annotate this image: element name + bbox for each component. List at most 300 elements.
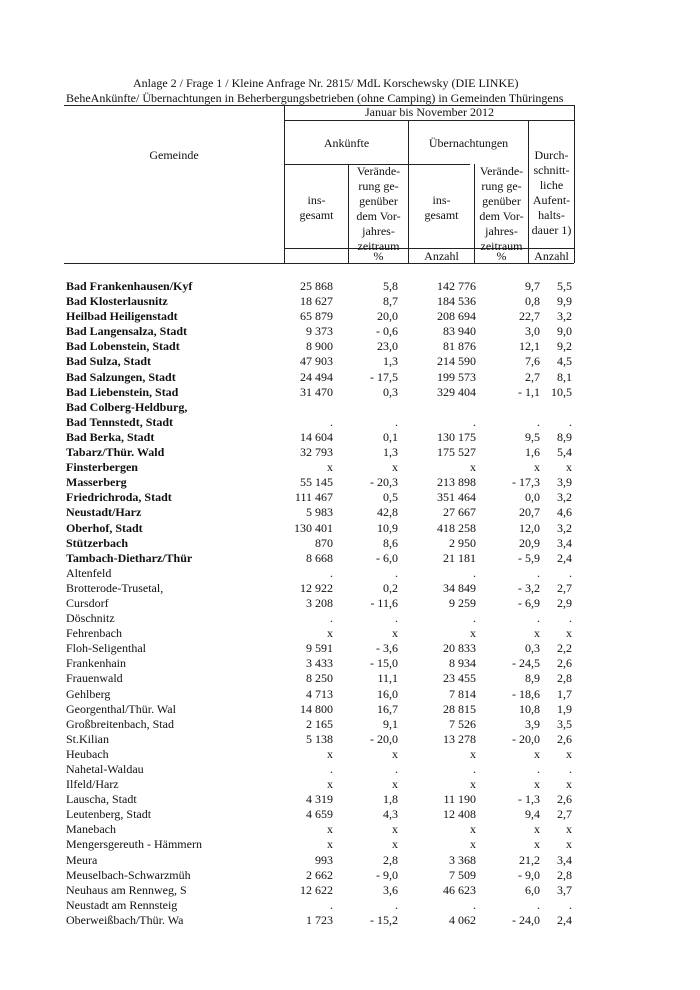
uebernachtungen-veraenderung-cell: 0,0 bbox=[525, 490, 540, 505]
uebernachtungen-veraenderung-cell: - 1,3 bbox=[518, 792, 540, 807]
aufenthaltsdauer-cell: 2,6 bbox=[557, 731, 572, 746]
table-row bbox=[0, 913, 700, 928]
ankuenfte-insgesamt-cell: 4 319 bbox=[306, 792, 333, 807]
ankuenfte-veraenderung-cell: 0,1 bbox=[383, 429, 398, 444]
table-row bbox=[0, 702, 700, 717]
ankuenfte-veraenderung-heading: Verände- rung ge- genüber dem Vor- jahres- zeitraum bbox=[356, 164, 401, 253]
uebernachtungen-veraenderung-cell: x bbox=[534, 777, 540, 792]
table-row bbox=[0, 883, 700, 898]
uebernachtungen-veraenderung-cell: x bbox=[534, 822, 540, 837]
ankuenfte-insgesamt-cell: 65 879 bbox=[300, 309, 333, 324]
aufenthaltsdauer-cell: x bbox=[566, 460, 572, 475]
ankuenfte-veraenderung-cell: - 0,6 bbox=[376, 324, 398, 339]
ankuenfte-insgesamt-cell: 993 bbox=[315, 852, 333, 867]
table-row bbox=[0, 294, 700, 309]
ankuenfte-veraenderung-cell: 8,7 bbox=[383, 294, 398, 309]
table-row bbox=[0, 747, 700, 762]
unit-anzahl-1: Anzahl bbox=[424, 249, 459, 263]
uebernachtungen-anzahl-cell: 34 849 bbox=[443, 580, 476, 595]
aufenthaltsdauer-cell: 2,8 bbox=[557, 867, 572, 882]
period-rule bbox=[284, 120, 574, 121]
ankuenfte-insgesamt-cell: 14 604 bbox=[300, 429, 333, 444]
ankuenfte-insgesamt-cell: 870 bbox=[315, 535, 333, 550]
ankuenfte-veraenderung-cell: x bbox=[392, 837, 398, 852]
aufenthaltsdauer-cell: 9,9 bbox=[557, 294, 572, 309]
ankuenfte-insgesamt-cell: x bbox=[327, 822, 333, 837]
table-body bbox=[0, 279, 700, 928]
ankuenfte-insgesamt-cell: . bbox=[330, 897, 333, 912]
ankuenfte-insgesamt-cell: x bbox=[327, 746, 333, 761]
uebernachtungen-veraenderung-cell: x bbox=[534, 460, 540, 475]
ankuenfte-insgesamt-cell: 14 800 bbox=[300, 701, 333, 716]
gemeinde-name: Neuhaus am Rennweg, S bbox=[66, 882, 187, 897]
table-row bbox=[0, 415, 700, 430]
table-row bbox=[0, 521, 700, 536]
aufenthaltsdauer-cell: 3,5 bbox=[557, 716, 572, 731]
ankuenfte-insgesamt-cell: 2 662 bbox=[306, 867, 333, 882]
table-row bbox=[0, 475, 700, 490]
ankuenfte-veraenderung-cell: 3,6 bbox=[383, 882, 398, 897]
gemeinde-name: Manebach bbox=[66, 822, 116, 837]
gemeinde-name: Tambach-Dietharz/Thür bbox=[66, 550, 193, 565]
aufenthaltsdauer-cell: x bbox=[566, 822, 572, 837]
aufenthaltsdauer-cell: 2,7 bbox=[557, 580, 572, 595]
aufenthaltsdauer-cell: 2,9 bbox=[557, 595, 572, 610]
gemeinde-name: Altenfeld bbox=[66, 565, 112, 580]
uebernachtungen-veraenderung-cell: . bbox=[537, 762, 540, 776]
aufenthaltsdauer-cell: x bbox=[566, 777, 572, 792]
uebernachtungen-veraenderung-cell: 6,0 bbox=[525, 882, 540, 897]
table-row bbox=[0, 853, 700, 868]
ankuenfte-veraenderung-cell: - 15,0 bbox=[370, 656, 398, 671]
ankuenfte-veraenderung-cell: 1,8 bbox=[383, 792, 398, 807]
ankuenfte-veraenderung-cell: 20,0 bbox=[377, 309, 398, 324]
table-row bbox=[0, 370, 700, 385]
table-row bbox=[0, 445, 700, 460]
gemeinde-name: Oberweißbach/Thür. Wa bbox=[66, 912, 184, 927]
ankuenfte-veraenderung-cell: 4,3 bbox=[383, 807, 398, 822]
gemeinde-name: Frauenwald bbox=[66, 671, 123, 686]
aufenthaltsdauer-cell: 3,4 bbox=[557, 852, 572, 867]
uebernachtungen-veraenderung-cell: 21,2 bbox=[519, 852, 540, 867]
ankuenfte-insgesamt-cell: 3 433 bbox=[306, 656, 333, 671]
ankuenfte-insgesamt-cell: 32 793 bbox=[300, 445, 333, 460]
gemeinde-name: Bad Colberg-Heldburg, bbox=[66, 399, 188, 414]
table-row bbox=[0, 868, 700, 883]
ankuenfte-veraenderung-cell: 23,0 bbox=[377, 339, 398, 354]
uebernachtungen-anzahl-cell: 28 815 bbox=[443, 701, 476, 716]
gemeinde-name: Bad Salzungen, Stadt bbox=[66, 369, 176, 384]
table-row bbox=[0, 671, 700, 686]
table-row bbox=[0, 898, 700, 913]
period-heading: Januar bis November 2012 bbox=[365, 105, 494, 119]
gemeinde-name: Finsterbergen bbox=[66, 460, 138, 475]
gemeinde-name: Bad Berka, Stadt bbox=[66, 429, 155, 444]
aufenthaltsdauer-cell: 3,2 bbox=[557, 520, 572, 535]
ankuenfte-insgesamt-cell: 1 723 bbox=[306, 912, 333, 927]
uebernachtungen-anzahl-cell: 12 408 bbox=[443, 807, 476, 822]
uebernachtungen-veraenderung-cell: . bbox=[537, 611, 540, 626]
table-row bbox=[0, 626, 700, 641]
uebernachtungen-veraenderung-cell: x bbox=[534, 626, 540, 641]
uebernachtungen-anzahl-cell: 13 278 bbox=[443, 731, 476, 746]
uebernachtungen-veraenderung-cell: - 6,9 bbox=[518, 595, 540, 610]
document-subtitle: BeheAnkünfte/ Übernachtungen in Beherbergungsbetrieben (ohne Camping) in Gemeinden Thüringens bbox=[66, 91, 564, 105]
ankuenfte-insgesamt-cell: . bbox=[330, 611, 333, 626]
uebernachtungen-veraenderung-cell: 10,8 bbox=[519, 701, 540, 716]
ankuenfte-insgesamt-cell: x bbox=[327, 777, 333, 792]
uebernachtungen-veraenderung-cell: 9,5 bbox=[525, 429, 540, 444]
aufenthaltsdauer-cell: 3,9 bbox=[557, 475, 572, 490]
ankuenfte-veraenderung-cell: 11,1 bbox=[377, 671, 398, 686]
ankuenfte-insgesamt-cell: 111 467 bbox=[294, 490, 333, 505]
table-row bbox=[0, 641, 700, 656]
uebernachtungen-anzahl-cell: . bbox=[473, 762, 476, 776]
uebernachtungen-veraenderung-cell: . bbox=[537, 414, 540, 429]
uebernachtungen-anzahl-cell: . bbox=[473, 611, 476, 626]
uebernachtungen-veraenderung-cell: . bbox=[537, 565, 540, 580]
uebernachtungen-anzahl-cell: 11 190 bbox=[443, 792, 476, 807]
unit-anzahl-2: Anzahl bbox=[534, 249, 569, 263]
ankuenfte-veraenderung-cell: . bbox=[395, 414, 398, 429]
uebernachtungen-veraenderung-cell: . bbox=[537, 897, 540, 912]
uebernachtungen-veraenderung-cell: 9,7 bbox=[525, 279, 540, 293]
table-row bbox=[0, 717, 700, 732]
gemeinde-name: Brotterode-Trusetal, bbox=[66, 580, 164, 595]
aufenthaltsdauer-cell: 2,8 bbox=[557, 671, 572, 686]
ankuenfte-insgesamt-cell: 8 668 bbox=[306, 550, 333, 565]
ankuenfte-insgesamt-cell: x bbox=[327, 837, 333, 852]
ankuenfte-veraenderung-cell: . bbox=[395, 762, 398, 776]
aufenthaltsdauer-cell: 3,7 bbox=[557, 882, 572, 897]
aufenthaltsdauer-cell: . bbox=[569, 611, 572, 626]
aufenthaltsdauer-cell: 1,7 bbox=[557, 686, 572, 701]
table-row bbox=[0, 581, 700, 596]
gemeinde-name: Mengersgereuth - Hämmern bbox=[66, 837, 202, 852]
gemeinde-name: Heubach bbox=[66, 746, 109, 761]
table-row bbox=[0, 822, 700, 837]
uebernachtungen-veraenderung-cell: - 1,1 bbox=[518, 384, 540, 399]
gemeinde-name: Cursdorf bbox=[66, 595, 109, 610]
gemeinde-name: Tabarz/Thür. Wald bbox=[66, 445, 165, 460]
table-row bbox=[0, 490, 700, 505]
ankuenfte-veraenderung-cell: 8,6 bbox=[383, 535, 398, 550]
ankuenfte-insgesamt-cell: 4 713 bbox=[306, 686, 333, 701]
ankuenfte-heading: Ankünfte bbox=[323, 136, 370, 150]
table-row bbox=[0, 536, 700, 551]
uebernachtungen-anzahl-cell: 23 455 bbox=[443, 671, 476, 686]
ankuenfte-veraenderung-cell: - 17,5 bbox=[370, 369, 398, 384]
aufenthaltsdauer-cell: 4,5 bbox=[557, 354, 572, 369]
uebernachtungen-veraenderung-cell: 9,4 bbox=[525, 807, 540, 822]
ankuenfte-veraenderung-cell: 42,8 bbox=[377, 505, 398, 520]
uebernachtungen-anzahl-cell: 21 181 bbox=[443, 550, 476, 565]
ankuenfte-veraenderung-cell: 0,5 bbox=[383, 490, 398, 505]
ankuenfte-insgesamt-cell: . bbox=[330, 414, 333, 429]
gemeinde-name: Gehlberg bbox=[66, 686, 111, 701]
ankuenfte-insgesamt-cell: . bbox=[330, 565, 333, 580]
gemeinde-name: Masserberg bbox=[66, 475, 127, 490]
ankuenfte-insgesamt-cell: 2 165 bbox=[306, 716, 333, 731]
table-row bbox=[0, 732, 700, 747]
gemeinde-name: Bad Tennstedt, Stadt bbox=[66, 414, 174, 429]
ankuenfte-veraenderung-cell: 1,3 bbox=[383, 354, 398, 369]
ankuenfte-insgesamt-cell: 9 591 bbox=[306, 641, 333, 656]
ankuenfte-insgesamt-cell: 5 138 bbox=[306, 731, 333, 746]
ankuenfte-veraenderung-cell: x bbox=[392, 626, 398, 641]
table-row bbox=[0, 324, 700, 339]
uebernachtungen-anzahl-cell: 142 776 bbox=[437, 279, 476, 293]
gemeinde-name: Döschnitz bbox=[66, 611, 115, 626]
table-row bbox=[0, 762, 700, 777]
gemeinde-name: Oberhof, Stadt bbox=[66, 520, 143, 535]
gemeinde-name: Bad Frankenhausen/Kyf bbox=[66, 279, 193, 293]
aufenthaltsdauer-cell: 3,4 bbox=[557, 535, 572, 550]
aufenthaltsdauer-cell: . bbox=[569, 897, 572, 912]
gemeinde-name: Nahetal-Waldau bbox=[66, 762, 144, 776]
uebernachtungen-veraenderung-cell: 20,9 bbox=[519, 535, 540, 550]
uebernachtungen-anzahl-cell: x bbox=[470, 822, 476, 837]
gemeinde-name: Meura bbox=[66, 852, 98, 867]
ankuenfte-veraenderung-cell: 16,0 bbox=[377, 686, 398, 701]
ankuenfte-veraenderung-cell: 0,2 bbox=[383, 580, 398, 595]
uebernachtungen-anzahl-cell: 8 934 bbox=[449, 656, 476, 671]
aufenthaltsdauer-cell: 1,9 bbox=[557, 701, 572, 716]
table-row bbox=[0, 687, 700, 702]
uebernachtungen-anzahl-cell: 329 404 bbox=[437, 384, 476, 399]
uebernachtungen-anzahl-cell: . bbox=[473, 565, 476, 580]
table-row bbox=[0, 837, 700, 852]
uebernachtungen-anzahl-cell: 7 509 bbox=[449, 867, 476, 882]
ankuenfte-insgesamt-cell: x bbox=[327, 460, 333, 475]
uebernachtungen-anzahl-cell: . bbox=[473, 414, 476, 429]
table-row bbox=[0, 339, 700, 354]
aufenthaltsdauer-cell: 2,2 bbox=[557, 641, 572, 656]
ankuenfte-insgesamt-cell: 130 401 bbox=[294, 520, 333, 535]
ankuenfte-veraenderung-cell: 9,1 bbox=[383, 716, 398, 731]
table-right-edge bbox=[574, 105, 575, 263]
table-row bbox=[0, 279, 700, 294]
uebernachtungen-anzahl-cell: 7 526 bbox=[449, 716, 476, 731]
ankuenfte-veraenderung-cell: - 11,6 bbox=[370, 595, 398, 610]
uebernachtungen-anzahl-cell: 213 898 bbox=[437, 475, 476, 490]
aufenthaltsdauer-cell: 5,5 bbox=[557, 279, 572, 293]
uebernachtungen-veraenderung-cell: - 9,0 bbox=[518, 867, 540, 882]
ankuenfte-insgesamt-cell: 31 470 bbox=[300, 384, 333, 399]
uebernachtungen-veraenderung-cell: x bbox=[534, 837, 540, 852]
ankuenfte-veraenderung-cell: 5,8 bbox=[383, 279, 398, 293]
uebernachtungen-veraenderung-cell: 1,6 bbox=[525, 445, 540, 460]
uebernachtungen-anzahl-cell: 184 536 bbox=[437, 294, 476, 309]
uebernachtungen-veraenderung-cell: 3,0 bbox=[525, 324, 540, 339]
ankuenfte-veraenderung-cell: x bbox=[392, 777, 398, 792]
aufenthaltsdauer-cell: . bbox=[569, 414, 572, 429]
ankuenfte-insgesamt-cell: 18 627 bbox=[300, 294, 333, 309]
uebernachtungen-veraenderung-cell: 12,1 bbox=[519, 339, 540, 354]
aufenthaltsdauer-cell: 10,5 bbox=[551, 384, 572, 399]
aufenthaltsdauer-cell: 4,6 bbox=[557, 505, 572, 520]
aufenthaltsdauer-cell: 5,4 bbox=[557, 445, 572, 460]
ankuenfte-insgesamt-cell: 47 903 bbox=[300, 354, 333, 369]
gemeinde-name: Bad Langensalza, Stadt bbox=[66, 324, 188, 339]
aufenthaltsdauer-cell: . bbox=[569, 565, 572, 580]
ankuenfte-insgesamt-cell: 3 208 bbox=[306, 595, 333, 610]
ankuenfte-insgesamt-cell: 5 983 bbox=[306, 505, 333, 520]
ankuenfte-insgesamt-cell: 8 900 bbox=[306, 339, 333, 354]
uebernachtungen-anzahl-cell: . bbox=[473, 897, 476, 912]
gemeinde-name: Neustadt/Harz bbox=[66, 505, 142, 520]
aufenthaltsdauer-cell: x bbox=[566, 746, 572, 761]
uebernachtungen-veraenderung-cell: - 24,5 bbox=[512, 656, 540, 671]
gemeinde-name: Bad Liebenstein, Stad bbox=[66, 384, 179, 399]
uebernachtungen-anzahl-cell: x bbox=[470, 626, 476, 641]
uebernachtungen-anzahl-cell: x bbox=[470, 777, 476, 792]
gemeinde-heading: Gemeinde bbox=[149, 148, 199, 162]
aufenthaltsdauer-cell: 2,4 bbox=[557, 912, 572, 927]
uebernachtungen-veraenderung-cell: - 5,9 bbox=[518, 550, 540, 565]
aufenthaltsdauer-cell: 3,2 bbox=[557, 309, 572, 324]
table-row bbox=[0, 400, 700, 415]
gemeinde-name: Bad Klosterlausnitz bbox=[66, 294, 168, 309]
uebernachtungen-anzahl-cell: 208 694 bbox=[437, 309, 476, 324]
aufenthaltsdauer-cell: . bbox=[569, 762, 572, 776]
uebernachtungen-veraenderung-cell: x bbox=[534, 746, 540, 761]
ankuenfte-insgesamt-cell: 25 868 bbox=[300, 279, 333, 293]
ankuenfte-insgesamt-cell: 24 494 bbox=[300, 369, 333, 384]
ankuenfte-insgesamt-cell: 4 659 bbox=[306, 807, 333, 822]
ankuenfte-insgesamt-cell: 12 622 bbox=[300, 882, 333, 897]
uebernachtungen-anzahl-cell: 2 950 bbox=[449, 535, 476, 550]
table-row bbox=[0, 430, 700, 445]
ankuenfte-veraenderung-cell: x bbox=[392, 822, 398, 837]
gemeinde-name: Bad Sulza, Stadt bbox=[66, 354, 152, 369]
gemeinde-name: Friedrichroda, Stadt bbox=[66, 490, 172, 505]
aufenthaltsdauer-cell: 2,6 bbox=[557, 792, 572, 807]
gemeinde-name: Neustadt am Rennsteig bbox=[66, 897, 178, 912]
ankuenfte-veraenderung-cell: 1,3 bbox=[383, 445, 398, 460]
gemeinde-name: Floh-Seligenthal bbox=[66, 641, 146, 656]
uebernachtungen-veraenderung-cell: 12,0 bbox=[519, 520, 540, 535]
uebernachtungen-anzahl-cell: 9 259 bbox=[449, 595, 476, 610]
uebernachtungen-anzahl-cell: 4 062 bbox=[449, 912, 476, 927]
aufenthaltsdauer-cell: 3,2 bbox=[557, 490, 572, 505]
table-row bbox=[0, 460, 700, 475]
table-row bbox=[0, 596, 700, 611]
table-row bbox=[0, 566, 700, 581]
document-title: Anlage 2 / Frage 1 / Kleine Anfrage Nr. 2815/ MdL Korschewsky (DIE LINKE) bbox=[133, 76, 519, 90]
uebernachtungen-veraenderung-cell: 0,3 bbox=[525, 641, 540, 656]
ankuenfte-veraenderung-cell: x bbox=[392, 746, 398, 761]
ankuenfte-veraenderung-cell: 16,7 bbox=[377, 701, 398, 716]
ankuenfte-veraenderung-cell: 10,9 bbox=[377, 520, 398, 535]
table-row bbox=[0, 777, 700, 792]
ueb-insgesamt-heading: ins- gesamt bbox=[424, 193, 459, 222]
uebernachtungen-veraenderung-cell: - 24,0 bbox=[512, 912, 540, 927]
ueb-veraenderung-heading: Verände- rung ge- genüber dem Vor- jahres- zeitraum bbox=[479, 164, 524, 253]
ankuenfte-veraenderung-cell: 0,3 bbox=[383, 384, 398, 399]
table-row bbox=[0, 385, 700, 400]
uebernachtungen-anzahl-cell: 7 814 bbox=[449, 686, 476, 701]
gemeinde-name: Großbreitenbach, Stad bbox=[66, 716, 174, 731]
ankuenfte-veraenderung-cell: - 9,0 bbox=[376, 867, 398, 882]
ankuenfte-veraenderung-cell: - 20,0 bbox=[370, 731, 398, 746]
gemeinde-name: Lauscha, Stadt bbox=[66, 792, 137, 807]
table-row bbox=[0, 611, 700, 626]
ankuenfte-veraenderung-cell: - 20,3 bbox=[370, 475, 398, 490]
gemeinde-name: Leutenberg, Stadt bbox=[66, 807, 152, 822]
ankuenfte-insgesamt-cell: 8 250 bbox=[306, 671, 333, 686]
ankuenfte-insgesamt-cell: x bbox=[327, 626, 333, 641]
ankuenfte-veraenderung-cell: . bbox=[395, 897, 398, 912]
table-row bbox=[0, 551, 700, 566]
gemeinde-name: Georgenthal/Thür. Wal bbox=[66, 701, 176, 716]
ankuenfte-insgesamt-cell: 55 145 bbox=[300, 475, 333, 490]
ankuenfte-insgesamt-cell: . bbox=[330, 762, 333, 776]
aufenthaltsdauer-cell: x bbox=[566, 626, 572, 641]
uebernachtungen-anzahl-cell: x bbox=[470, 746, 476, 761]
gemeinde-name: Heilbad Heiligenstadt bbox=[66, 309, 178, 324]
uebernachtungen-anzahl-cell: 3 368 bbox=[449, 852, 476, 867]
table-row bbox=[0, 807, 700, 822]
uebernachtungen-veraenderung-cell: 2,7 bbox=[525, 369, 540, 384]
ankuenfte-veraenderung-cell: - 15,2 bbox=[370, 912, 398, 927]
uebernachtungen-anzahl-cell: 20 833 bbox=[443, 641, 476, 656]
aufenthaltsdauer-cell: 8,9 bbox=[557, 429, 572, 444]
uebernachtungen-anzahl-cell: 46 623 bbox=[443, 882, 476, 897]
unit-percent-1: % bbox=[373, 249, 384, 263]
gemeinde-name: Frankenhain bbox=[66, 656, 126, 671]
aufenthaltsdauer-cell: 2,4 bbox=[557, 550, 572, 565]
uebernachtungen-anzahl-cell: 81 876 bbox=[443, 339, 476, 354]
table-row bbox=[0, 656, 700, 671]
uebernachtungen-anzahl-cell: 418 258 bbox=[437, 520, 476, 535]
uebernachtungen-anzahl-cell: 214 590 bbox=[437, 354, 476, 369]
uebernachtungen-veraenderung-cell: 7,6 bbox=[525, 354, 540, 369]
ankuenfte-veraenderung-cell: x bbox=[392, 460, 398, 475]
uebernachtungen-anzahl-cell: 83 940 bbox=[443, 324, 476, 339]
uebernachtungen-veraenderung-cell: 20,7 bbox=[519, 505, 540, 520]
aufenthaltsdauer-cell: 2,7 bbox=[557, 807, 572, 822]
uebernachtungen-heading: Übernachtungen bbox=[428, 136, 509, 150]
unit-percent-2: % bbox=[496, 249, 507, 263]
ankuenfte-veraenderung-cell: . bbox=[395, 611, 398, 626]
uebernachtungen-anzahl-cell: 130 175 bbox=[437, 429, 476, 444]
dauer-heading: Durch- schnitt- liche Aufent- halts- dauer 1) bbox=[531, 148, 572, 237]
ankuenfte-insgesamt-heading: ins- gesamt bbox=[299, 193, 334, 222]
ankuenfte-veraenderung-cell: - 3,6 bbox=[376, 641, 398, 656]
aufenthaltsdauer-cell: 9,0 bbox=[557, 324, 572, 339]
aufenthaltsdauer-cell: 8,1 bbox=[557, 369, 572, 384]
gemeinde-divider bbox=[284, 105, 285, 263]
gemeinde-name: Ilfeld/Harz bbox=[66, 777, 119, 792]
aufenthaltsdauer-cell: x bbox=[566, 837, 572, 852]
gemeinde-name: Bad Lobenstein, Stadt bbox=[66, 339, 180, 354]
ankuenfte-insgesamt-cell: 12 922 bbox=[300, 580, 333, 595]
uebernachtungen-veraenderung-cell: - 3,2 bbox=[518, 580, 540, 595]
aufenthaltsdauer-cell: 9,2 bbox=[557, 339, 572, 354]
uebernachtungen-veraenderung-cell: - 18,6 bbox=[512, 686, 540, 701]
uebernachtungen-veraenderung-cell: 3,9 bbox=[525, 716, 540, 731]
ankuenfte-veraenderung-cell: . bbox=[395, 565, 398, 580]
uebernachtungen-anzahl-cell: 27 667 bbox=[443, 505, 476, 520]
uebernachtungen-veraenderung-cell: 8,9 bbox=[525, 671, 540, 686]
uebernachtungen-veraenderung-cell: 22,7 bbox=[519, 309, 540, 324]
aufenthaltsdauer-cell: 2,6 bbox=[557, 656, 572, 671]
ankuenfte-veraenderung-cell: - 6,0 bbox=[376, 550, 398, 565]
gemeinde-name: Stützerbach bbox=[66, 535, 128, 550]
uebernachtungen-anzahl-cell: 351 464 bbox=[437, 490, 476, 505]
gemeinde-name: Meuselbach-Schwarzmüh bbox=[66, 867, 191, 882]
